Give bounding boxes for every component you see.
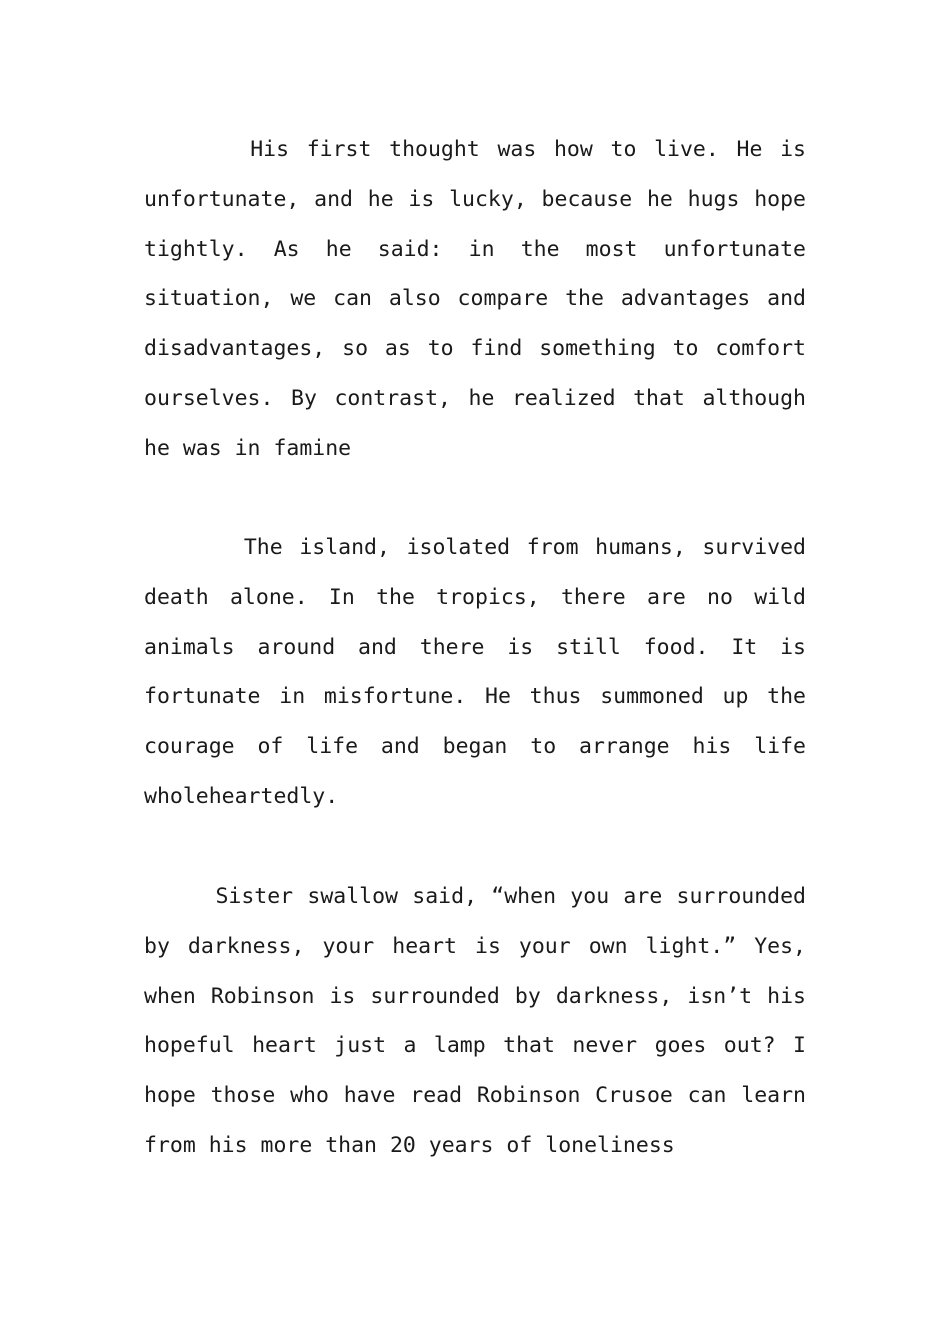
text-line: hopeful heart just a lamp that never goes out? I bbox=[144, 1033, 806, 1059]
text-line: by darkness, your heart is your own light.” Yes, bbox=[144, 933, 806, 959]
text-line: tightly. As he said: in the most unfortunate bbox=[144, 236, 806, 262]
text-line: The island, isolated from humans, survived bbox=[144, 535, 806, 560]
text-line: situation, we can also compare the advantages and bbox=[144, 286, 806, 312]
text-line: disadvantages, so as to find something to comfort bbox=[144, 336, 806, 362]
paragraph-1 bbox=[144, 125, 806, 474]
text-line: death alone. In the tropics, there are no wild bbox=[144, 584, 806, 610]
text-line: ourselves. By contrast, he realized that although bbox=[144, 385, 806, 411]
text-line: animals around and there is still food. It is bbox=[144, 634, 806, 660]
paragraph-2 bbox=[144, 523, 806, 822]
text-line: Sister swallow said, “when you are surrounded bbox=[144, 884, 806, 909]
text-line: His first thought was how to live. He is bbox=[144, 137, 806, 162]
text-line: wholeheartedly. bbox=[144, 783, 339, 809]
text-line: he was in famine bbox=[144, 435, 352, 461]
text-line: hope those who have read Robinson Crusoe can learn bbox=[144, 1083, 806, 1109]
text-line: courage of life and began to arrange his life bbox=[144, 734, 806, 760]
text-line: from his more than 20 years of loneliness bbox=[144, 1132, 675, 1158]
text-line: when Robinson is surrounded by darkness, isn’t his bbox=[144, 983, 806, 1009]
text-line: fortunate in misfortune. He thus summoned up the bbox=[144, 684, 806, 710]
text-line: unfortunate, and he is lucky, because he hugs hope bbox=[144, 186, 806, 212]
paragraph-3 bbox=[144, 872, 806, 1171]
